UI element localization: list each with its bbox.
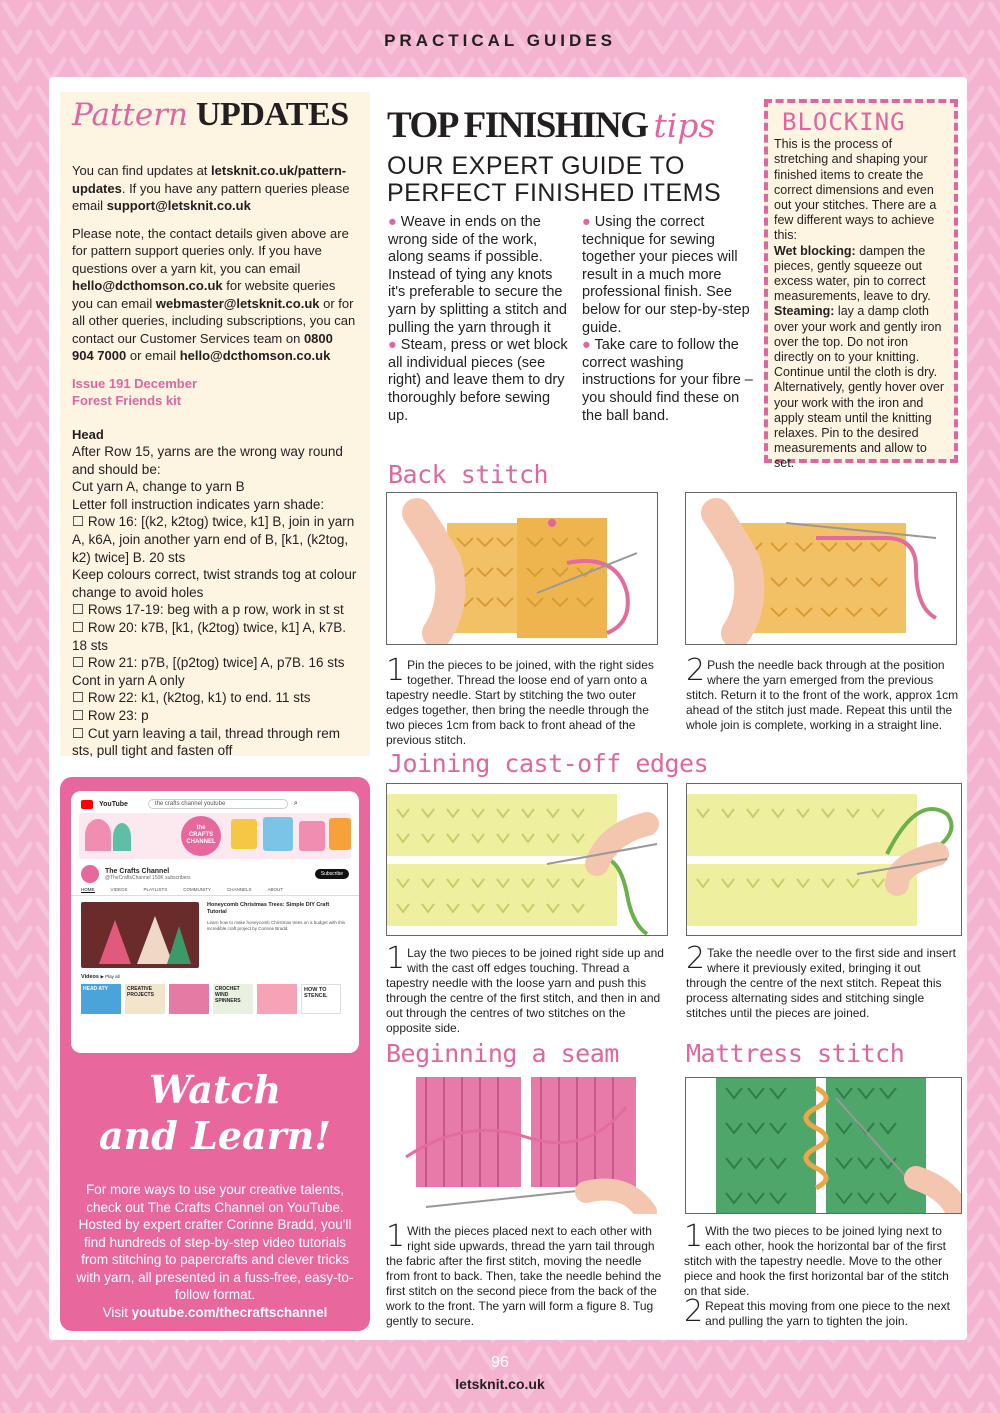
cast-off-title: Joining cast-off edges: [388, 749, 709, 778]
mattress-step-2: 2 Repeat this moving from one piece to the next and pulling the yarn to tighten the join.: [684, 1294, 950, 1329]
tips-column-1: [388, 214, 568, 425]
tft-title-script: tips: [653, 106, 716, 145]
instruction-line: ☐ Row 20: k7B, [k1, (k2tog) twice, k1] A, k7B. 18 sts: [72, 619, 346, 653]
instruction-line: Keep colours correct, twist strands tog at colour change to avoid holes: [72, 567, 357, 600]
blocking-title: BLOCKING: [782, 108, 906, 136]
video-thumb[interactable]: [169, 984, 209, 1014]
updates-paragraph: You can find updates at letsknit.co.uk/pattern-updates. If you have any pattern queries please email support@letsknit.co.uk: [72, 163, 350, 213]
youtube-search-box[interactable]: the crafts channel youtube: [148, 799, 288, 809]
videos-label: Videos: [81, 974, 99, 980]
wet-blocking: Wet blocking: dampen the pieces, gently squeeze out excess water, pin to correct measurements, leave to dry.: [774, 243, 931, 304]
tft-title: TOP FINISHING: [387, 105, 648, 146]
featured-video-title[interactable]: Honeycomb Christmas Trees: Simple DIY Craft Tutorial: [207, 902, 330, 915]
video-thumb[interactable]: CREATIVE PROJECTS: [125, 984, 165, 1014]
youtube-screenshot: YouTube the crafts channel youtube ⌕ the CRAFTS CHANNEL The Crafts Channel @TheCraftsChannel 150K subscribers Subscribe HOME VIDEOS PLAYLISTS COMMUNITY CHANNELS ABOUT Honeycomb Christmas Trees: Simple DIY Craft Tutorial Learn how to make honeycomb Christmas trees on a budget with this incredible craft project by Corinne Bradd. Videos ▶ Play all HEAD ATY CREATIVE PROJECTS CROCHET WIND SPINNERS HOW TO STENCIL: [71, 791, 359, 1053]
tip: ● Take care to follow the correct washing instructions for your fibre – you should find these on the ball band.: [582, 337, 753, 424]
back-stitch-illustration-2: [685, 492, 957, 645]
seam-title: Beginning a seam: [386, 1039, 619, 1068]
youtube-logo: YouTube: [99, 800, 128, 808]
cast-off-illustration-1: [386, 783, 668, 936]
mattress-illustration: [685, 1077, 962, 1214]
tft-subtitle: OUR EXPERT GUIDE TO PERFECT FINISHED ITEMS: [387, 152, 722, 207]
mattress-title: Mattress stitch: [686, 1039, 905, 1068]
channel-avatar[interactable]: [81, 865, 99, 883]
contact-paragraph: Please note, the contact details given above are for pattern support queries only. If you have questions over a yarn kit, you can email hello@dcthomson.co.uk for website queries you can email webmaster@letsknit.co.uk or for all other queries, including subscriptions, you can contact our Customer Services team on 0800 904 7000 or email hello@dcthomson.co.uk: [72, 225, 356, 363]
cast-off-step-2: 2 Take the needle over to the first side and insert where it previously exited, bringing it out through the centre of the next stitch. Repeat this process alternating sides and stitching single stitches until the pieces are joined.: [686, 941, 956, 1020]
watch-title: Watch and Learn!: [99, 1067, 331, 1158]
seam-illustration: [386, 1077, 664, 1214]
back-stitch-step-2: 2 Push the needle back through at the position where the yarn emerged from the previous stitch. Return it to the front of the work, approx 1cm ahead of the stitch just made. Repeat this until the whole join is complete, working in a straight line.: [686, 653, 959, 732]
updates-link[interactable]: letsknit.co.uk/pattern-updates: [72, 163, 347, 196]
cast-off-step-1: 1 Lay the two pieces to be joined right side up and with the cast off edges touching. Thread a tapestry needle with the loose yarn and push this through the centre of the first stitch, and then in and out through the centres of two stitches on the opposite side.: [386, 941, 664, 1035]
issue-label: Issue 191 December: [72, 375, 198, 391]
instruction-line: ☐ Row 22: k1, (k2tog, k1) to end. 11 sts: [72, 690, 311, 706]
video-thumb[interactable]: HOW TO STENCIL: [301, 984, 341, 1014]
search-icon[interactable]: ⌕: [293, 800, 298, 807]
tip: ● Steam, press or wet block all individual pieces (see right) and leave them to dry thoroughly before sewing up.: [388, 337, 568, 424]
video-thumb[interactable]: HEAD ATY: [81, 984, 121, 1014]
pattern-updates-title: [72, 96, 358, 150]
section-header: PRACTICAL GUIDES: [384, 31, 616, 50]
instruction-line: ☐ Row 16: [(k2, k2tog) twice, k1] B, join in yarn A, k6A, join another yarn end of B, [k1, (k2tog, k2) twice] B. 20 sts: [72, 514, 355, 565]
hello-email-link[interactable]: hello@dcthomson.co.uk: [72, 278, 223, 293]
back-stitch-step-1: 1 Pin the pieces to be joined, with the right sides together. Thread the loose end of yarn onto a tapestry needle. Start by stitching the two outer edges together, then bring the needle through the two pieces 1cm from back to front ahead of the previous stitch.: [386, 653, 654, 747]
title-script: Pattern: [72, 97, 188, 133]
instruction-line: Cont in yarn A only: [72, 672, 185, 688]
footer-site: letsknit.co.uk: [455, 1376, 545, 1392]
back-stitch-illustration-1: [386, 492, 658, 645]
instruction-line: ☐ Row 23: p: [72, 707, 149, 723]
video-thumb[interactable]: CROCHET WIND SPINNERS: [213, 984, 253, 1014]
video-thumb[interactable]: [257, 984, 297, 1014]
blocking-intro: This is the process of stretching and shaping your finished items to create the correct dimensions and even out your stitches. There are a few different ways to achieve this:: [774, 137, 937, 243]
support-email-link[interactable]: support@letsknit.co.uk: [106, 198, 251, 213]
hello-email-link-2[interactable]: hello@dcthomson.co.uk: [179, 348, 331, 363]
crafts-channel-badge: the CRAFTS CHANNEL: [181, 816, 221, 856]
page-number: 96: [491, 1354, 509, 1371]
instruction-line: Cut yarn A, change to yarn B: [72, 479, 245, 495]
webmaster-email-link[interactable]: webmaster@letsknit.co.uk: [155, 295, 320, 311]
mattress-step-1: 1 With the two pieces to be joined lying next to each other, hook the horizontal bar of the first stitch with the tapestry needle. Move to the other piece and hook the first horizontal bar of the stitch on that side.: [684, 1219, 949, 1298]
youtube-logo-icon: [81, 800, 93, 809]
youtube-channel-link[interactable]: youtube.com/thecraftschannel: [131, 1304, 328, 1320]
kit-label: Forest Friends kit: [72, 393, 182, 408]
seam-step-1: 1 With the pieces placed next to each other with right side upwards, thread the yarn tail through the fabric after the first stitch, moving the needle from front to back. Then, take the needle behind the first stitch on the second piece from the back of the work to the front. The yarn will form a figure 8. Tug gently to secure.: [386, 1219, 662, 1328]
top-finishing-heading: [387, 104, 757, 207]
tab-videos[interactable]: VIDEOS: [110, 887, 128, 892]
steaming: Steaming: lay a damp cloth over your work and gently iron over the top. Do not iron directly on to your knitting. Continue until the cloth is dry. Alternatively, gently hover over your work with the iron and apply steam until the knitting relaxes. Pin to the desired measurements and allow to set.: [774, 304, 944, 471]
instruction-line: ☐ Cut yarn leaving a tail, thread through rem sts, pull tight and fasten off: [72, 725, 340, 759]
tab-community[interactable]: COMMUNITY: [183, 887, 211, 892]
tip: ● Weave in ends on the wrong side of the work, along seams if possible. Instead of tying any knots it's preferable to secure the yarn by splitting a stitch and pulling the yarn through it: [388, 214, 567, 336]
title-bold: UPDATES: [196, 96, 349, 133]
cast-off-illustration-2: [686, 783, 962, 936]
video-thumbnails: [71, 980, 359, 1018]
channel-tabs: [71, 885, 359, 896]
featured-video-desc: Learn how to make honeycomb Christmas trees on a budget with this incredible craft project by Corinne Bradd.: [207, 920, 346, 931]
instruction-line: ☐ Rows 17-19: beg with a p row, work in st st: [72, 602, 344, 618]
instruction-line: After Row 15, yarns are the wrong way round and should be:: [72, 444, 343, 477]
instruction-line: ☐ Row 21: p7B, [(p2tog) twice] A, p7B. 16 sts: [72, 655, 345, 671]
blocking-box: [764, 99, 958, 471]
featured-video-thumbnail[interactable]: [81, 902, 199, 968]
instruction-line: Letter foll instruction indicates yarn shade:: [72, 496, 325, 512]
tab-playlists[interactable]: PLAYLISTS: [143, 887, 168, 892]
phone-number: 0800 904 7000: [72, 330, 333, 363]
tab-home[interactable]: HOME: [81, 887, 95, 892]
tab-channels[interactable]: CHANNELS: [226, 887, 252, 892]
tip: ● Using the correct technique for sewing together your pieces will result in a much more professional finish. See below for our step-by-step guide.: [582, 214, 750, 336]
back-stitch-title: Back stitch: [388, 460, 549, 489]
channel-banner: [79, 813, 351, 859]
head-heading: Head: [72, 426, 104, 442]
watch-description: For more ways to use your creative talents, check out The Crafts Channel on YouTube. Hosted by expert crafter Corinne Bradd, you'll find hundreds of step-by-step video tutorials from stitching to papercrafts and clever tricks with yarn, all presented in a fuss-free, easy-to-follow format. Visit youtube.com/thecraftschannel: [76, 1182, 354, 1320]
tab-about[interactable]: ABOUT: [267, 887, 283, 892]
subscribe-button[interactable]: Subscribe: [315, 869, 349, 879]
tips-column-2: [582, 214, 758, 425]
head-instructions: [72, 443, 358, 760]
channel-name: The Crafts Channel: [105, 867, 170, 875]
watch-and-learn-box: [60, 777, 370, 1331]
play-all-button[interactable]: ▶ Play all: [100, 974, 120, 979]
pattern-updates-box: [60, 92, 370, 759]
